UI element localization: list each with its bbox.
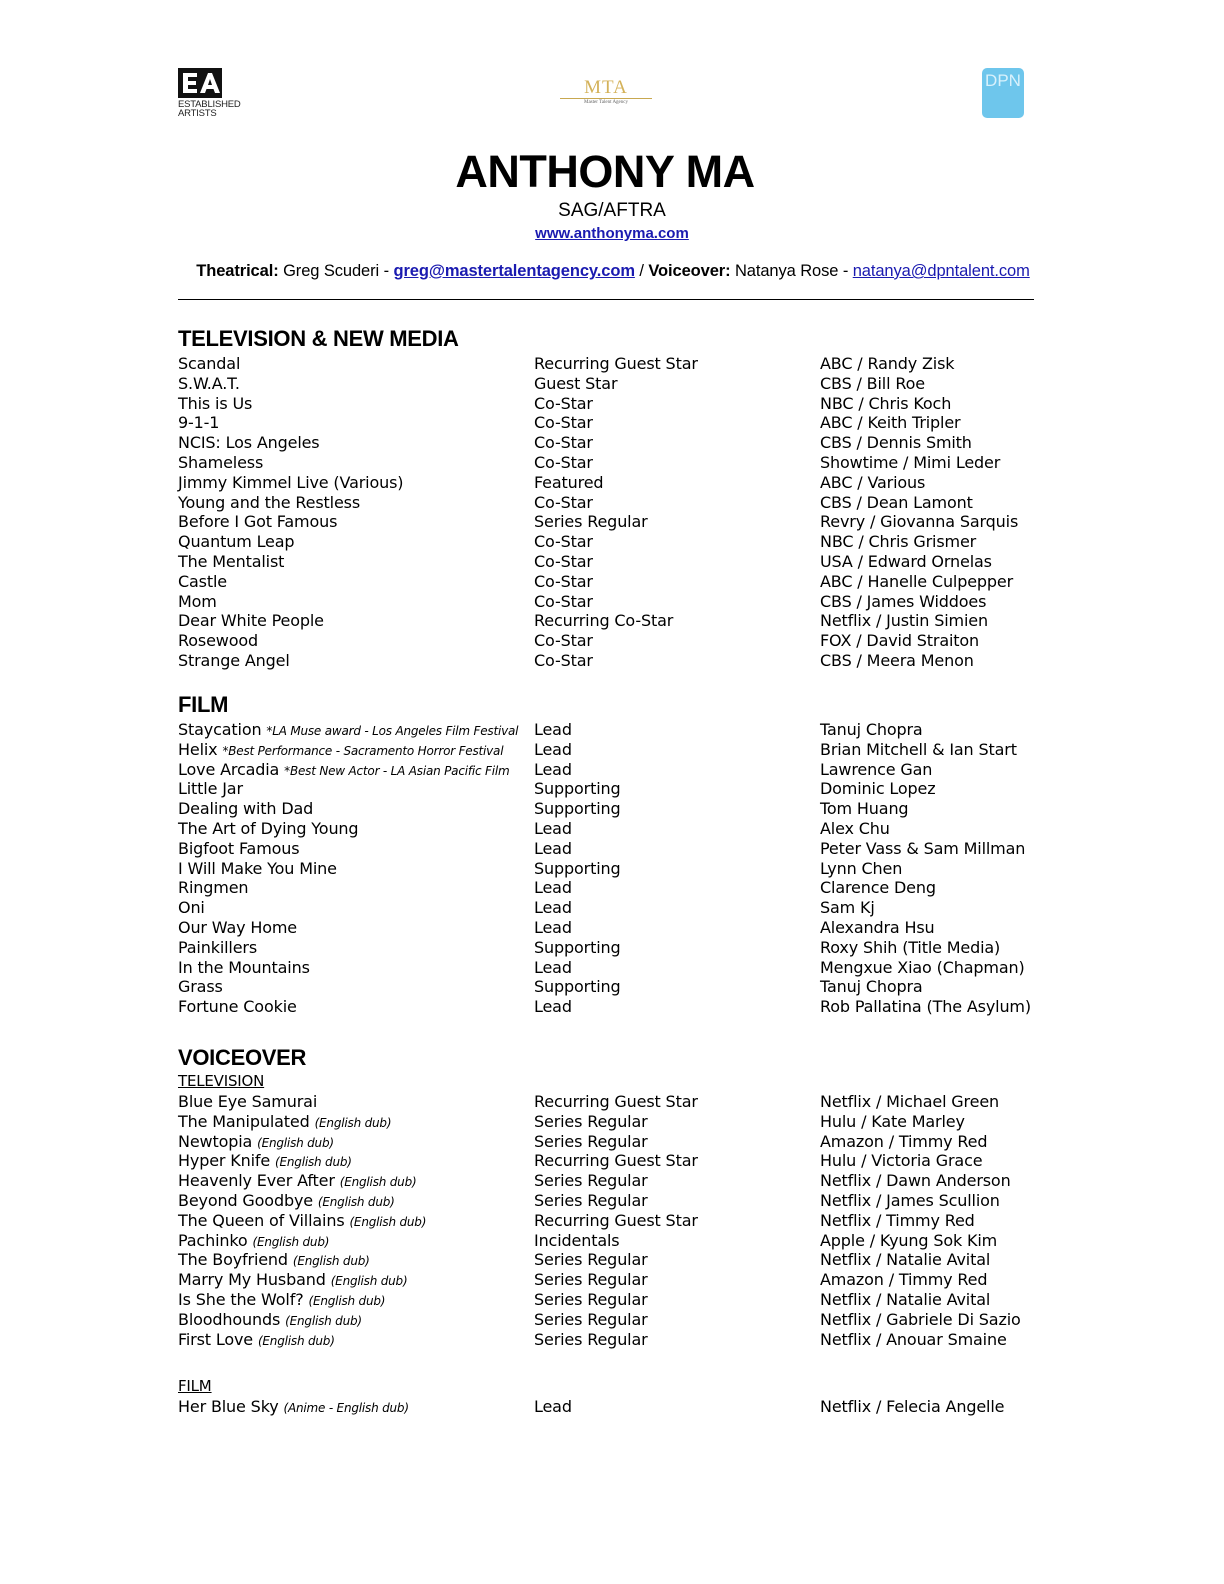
credit-row <box>178 413 1048 433</box>
credit-role: Supporting <box>534 799 621 819</box>
credit-role: Lead <box>534 1397 572 1416</box>
credit-title-text: Pachinko <box>178 1230 248 1250</box>
credit-note: (Anime - English dub) <box>283 1401 409 1415</box>
credit-network-director: Hulu / Victoria Grace <box>820 1151 983 1171</box>
credit-role: Supporting <box>534 779 621 799</box>
credit-title <box>178 374 240 394</box>
credit-role: Lead <box>534 720 572 739</box>
credit-title <box>178 799 313 819</box>
credit-role: Supporting <box>534 937 621 957</box>
credit-network-director: Mengxue Xiao (Chapman) <box>820 957 1025 977</box>
credit-role: Recurring Co-Star <box>534 611 674 631</box>
credit-row <box>178 552 1048 572</box>
credit-row <box>178 1270 1048 1290</box>
credit-title <box>178 354 240 374</box>
credit-title-text: Little Jar <box>178 779 243 799</box>
credit-role: Lead <box>534 917 572 937</box>
credit-title <box>178 631 258 651</box>
credit-title-text: The Boyfriend <box>178 1250 288 1270</box>
credit-title <box>178 740 503 761</box>
credit-row <box>178 512 1048 532</box>
credit-row <box>178 532 1048 552</box>
credit-note: (English dub) <box>292 1254 370 1269</box>
credit-network-director: Clarence Deng <box>820 878 936 898</box>
credit-role: Series Regular <box>534 1171 648 1191</box>
credit-title <box>178 592 217 612</box>
television-credits <box>178 354 1048 671</box>
credit-row <box>178 799 1048 819</box>
credit-title-text: Beyond Goodbye <box>178 1190 313 1210</box>
credit-title <box>178 1310 362 1331</box>
credit-title-text: Dear White People <box>178 611 324 631</box>
dpn-talent-logo <box>982 68 1024 118</box>
credit-title <box>178 1171 416 1192</box>
credit-network-director: Netflix / Natalie Avital <box>820 1250 991 1270</box>
theatrical-label: Theatrical: <box>196 262 279 280</box>
website-link[interactable]: www.anthonyma.com <box>535 225 689 242</box>
credit-title-text: Dealing with Dad <box>178 799 314 819</box>
credit-title-text: The Mentalist <box>178 551 285 571</box>
credit-row <box>178 1310 1048 1330</box>
credit-network-director: CBS / Bill Roe <box>820 373 925 393</box>
credit-title <box>178 1290 385 1311</box>
credit-role: Co-Star <box>534 433 593 453</box>
credit-title-text: Blue Eye Samurai <box>178 1092 318 1111</box>
credit-role: Lead <box>534 957 572 977</box>
voiceover-label: Voiceover: <box>648 262 731 280</box>
credit-role: Co-Star <box>534 532 593 552</box>
credit-role: Co-Star <box>534 650 593 670</box>
credit-title <box>178 958 310 978</box>
mta-tagline: Master Talent Agency <box>584 100 628 105</box>
credit-title <box>178 532 294 552</box>
voiceover-agent: Natanya Rose <box>734 262 839 280</box>
actor-name: ANTHONY MA <box>455 146 755 197</box>
credit-row <box>178 651 1048 671</box>
credit-note: (English dub) <box>257 1135 334 1150</box>
credit-row <box>178 997 1048 1017</box>
credit-row <box>178 958 1048 978</box>
credit-row <box>178 1250 1048 1270</box>
credit-title-text: Love Arcadia <box>178 759 280 779</box>
credit-title-text: Painkillers <box>178 937 258 957</box>
credit-title <box>178 1231 329 1252</box>
credit-title-text: Before I Got Famous <box>178 512 338 532</box>
credit-title-text: Staycation <box>178 720 262 739</box>
credit-network-director: Showtime / Mimi Leder <box>820 452 1001 472</box>
credit-network-director: Netflix / James Scullion <box>820 1190 1000 1210</box>
credit-title-text: Quantum Leap <box>178 532 295 552</box>
credit-role: Series Regular <box>534 1190 648 1210</box>
credit-title-text: I Will Make You Mine <box>178 858 337 878</box>
credit-title <box>178 552 284 572</box>
credit-role: Lead <box>534 878 572 898</box>
credit-title-text: Fortune Cookie <box>178 997 297 1017</box>
credit-title-text: Young and the Restless <box>178 492 361 512</box>
credit-row <box>178 473 1048 493</box>
credit-note: (English dub) <box>257 1333 335 1348</box>
credit-title-text: Shameless <box>178 452 264 472</box>
credit-title-text: Hyper Knife <box>178 1151 271 1171</box>
credit-network-director: ABC / Hanelle Culpepper <box>820 571 1014 591</box>
theatrical-email-link[interactable]: greg@mastertalentagency.com <box>393 262 635 280</box>
credit-title <box>178 779 243 799</box>
credit-role: Series Regular <box>534 1250 648 1270</box>
credit-row <box>178 1211 1048 1231</box>
credit-network-director: Netflix / Timmy Red <box>820 1210 975 1230</box>
credit-title <box>178 997 297 1017</box>
credit-title-text: Scandal <box>178 354 241 373</box>
credit-row <box>178 918 1048 938</box>
credit-title <box>178 1132 334 1153</box>
credit-title <box>178 878 248 898</box>
credit-title-text: Jimmy Kimmel Live (Various) <box>178 472 404 492</box>
dpn-mark: DPN <box>985 71 1021 90</box>
credit-role: Lead <box>534 997 572 1017</box>
credit-role: Lead <box>534 818 572 838</box>
credit-row <box>178 394 1048 414</box>
credit-note: (English dub) <box>349 1214 427 1229</box>
credit-role: Co-Star <box>534 571 593 591</box>
credit-row <box>178 740 1048 760</box>
credit-title <box>178 611 324 631</box>
credit-network-director: Roxy Shih (Title Media) <box>820 937 1001 957</box>
credit-title <box>178 512 337 532</box>
credit-network-director: Tanuj Chopra <box>820 977 923 997</box>
credit-row <box>178 1330 1048 1350</box>
credit-network-director: Peter Vass & Sam Millman <box>820 838 1026 858</box>
credit-row <box>178 453 1048 473</box>
credit-title <box>178 898 205 918</box>
credit-role: Supporting <box>534 977 621 997</box>
credit-title-text: Mom <box>178 591 217 611</box>
credit-network-director: Lynn Chen <box>820 858 903 878</box>
credit-network-director: USA / Edward Ornelas <box>820 551 992 571</box>
credit-network-director: Amazon / Timmy Red <box>820 1131 988 1151</box>
credit-title-text: Ringmen <box>178 878 249 898</box>
credit-network-director: Netflix / Natalie Avital <box>820 1289 991 1309</box>
credit-network-director: Netflix / Felecia Angelle <box>820 1397 1005 1416</box>
credit-role: Lead <box>534 898 572 918</box>
voiceover-television-credits <box>178 1092 1048 1349</box>
credit-network-director: Tanuj Chopra <box>820 720 923 739</box>
agent-contact-line: Theatrical: Greg Scuderi - greg@mastertalentagency.com / Voiceover: Natanya Rose - natanya@dpntalent.com <box>196 262 1030 280</box>
credit-role: Series Regular <box>534 512 648 532</box>
credit-note: (English dub) <box>308 1293 386 1308</box>
credit-network-director: Revry / Giovanna Sarquis <box>820 512 1019 532</box>
credit-title-text: Oni <box>178 898 205 918</box>
credit-title <box>178 413 219 433</box>
credit-role: Recurring Guest Star <box>534 1151 698 1171</box>
credit-network-director: Netflix / Anouar Smaine <box>820 1329 1007 1349</box>
established-artists-logo <box>178 68 248 120</box>
theatrical-agent: Greg Scuderi <box>283 262 380 280</box>
credit-role: Supporting <box>534 858 621 878</box>
credit-row <box>178 977 1048 997</box>
credit-title <box>178 1191 395 1212</box>
credit-row <box>178 1231 1048 1251</box>
credit-role: Series Regular <box>534 1329 648 1349</box>
credit-network-director: CBS / Dean Lamont <box>820 492 973 512</box>
credit-row <box>178 1092 1048 1112</box>
credit-row <box>178 572 1048 592</box>
section-title-television: TELEVISION & NEW MEDIA <box>178 326 459 351</box>
credit-title <box>178 760 510 781</box>
credit-note: (English dub) <box>275 1155 352 1170</box>
credit-title <box>178 1270 407 1291</box>
credit-title <box>178 918 297 938</box>
credit-role: Lead <box>534 838 572 858</box>
credit-title-text: Rosewood <box>178 631 258 651</box>
credit-row <box>178 819 1048 839</box>
credit-title <box>178 859 337 879</box>
credit-network-director: Lawrence Gan <box>820 759 933 779</box>
credit-row <box>178 592 1048 612</box>
credit-title-text: This is Us <box>178 393 253 413</box>
credit-role: Featured <box>534 472 604 492</box>
credit-network-director: Alex Chu <box>820 818 890 838</box>
mta-mark: MTA <box>584 77 628 98</box>
credit-role: Series Regular <box>534 1270 648 1290</box>
credit-note: *Best New Actor - LA Asian Pacific Film <box>284 763 510 778</box>
credit-row <box>178 374 1048 394</box>
credit-role: Co-Star <box>534 551 593 571</box>
credit-role: Series Regular <box>534 1289 648 1309</box>
ea-logo-text: ESTABLISHED ARTISTS <box>178 99 241 119</box>
credit-note: (English dub) <box>285 1313 362 1328</box>
credit-title-text: Bloodhounds <box>178 1309 281 1329</box>
credit-title-text: Our Way Home <box>178 917 298 937</box>
credit-network-director: Amazon / Timmy Red <box>820 1270 988 1290</box>
credit-row <box>178 878 1048 898</box>
credit-network-director: Apple / Kyung Sok Kim <box>820 1230 998 1250</box>
credit-role: Recurring Guest Star <box>534 1210 698 1230</box>
credit-title <box>178 1250 370 1271</box>
credit-row <box>178 631 1048 651</box>
credit-row <box>178 1171 1048 1191</box>
credit-role: Incidentals <box>534 1230 620 1250</box>
credit-role: Co-Star <box>534 452 593 472</box>
credit-network-director: Netflix / Dawn Anderson <box>820 1171 1011 1191</box>
credit-role: Co-Star <box>534 393 593 413</box>
section-title-film: FILM <box>178 692 229 717</box>
credit-role: Co-Star <box>534 492 593 512</box>
credit-network-director: NBC / Chris Grismer <box>820 532 977 552</box>
credit-network-director: Dominic Lopez <box>820 779 936 799</box>
voiceover-television-label: TELEVISION <box>178 1072 265 1090</box>
credit-network-director: ABC / Keith Tripler <box>820 413 961 433</box>
master-talent-agency-logo <box>556 78 656 112</box>
ea-mark-icon <box>178 68 222 98</box>
credit-title <box>178 572 227 592</box>
credit-row <box>178 611 1048 631</box>
credit-title <box>178 1151 352 1172</box>
voiceover-email-link[interactable]: natanya@dpntalent.com <box>852 262 1030 280</box>
voiceover-film-credits <box>178 1397 1048 1417</box>
credit-network-director: ABC / Various <box>820 472 926 492</box>
credit-network-director: Netflix / Michael Green <box>820 1092 1000 1111</box>
credit-title <box>178 453 263 473</box>
credit-row <box>178 1112 1048 1132</box>
credit-role: Series Regular <box>534 1309 648 1329</box>
credit-role: Co-Star <box>534 413 593 433</box>
credit-role: Series Regular <box>534 1131 648 1151</box>
credit-role: Co-Star <box>534 631 593 651</box>
credit-title-text: Strange Angel <box>178 650 290 670</box>
credit-row <box>178 354 1048 374</box>
credit-title-text: NCIS: Los Angeles <box>178 433 320 453</box>
credit-row <box>178 720 1048 740</box>
credit-title-text: Her Blue Sky <box>178 1397 279 1416</box>
credit-title-text: Newtopia <box>178 1131 253 1151</box>
credit-row <box>178 1191 1048 1211</box>
credit-row <box>178 839 1048 859</box>
header-divider <box>178 299 1034 300</box>
credit-note: *Best Performance - Sacramento Horror Festival <box>222 743 504 758</box>
credit-title-text: S.W.A.T. <box>178 373 240 393</box>
credit-network-director: Alexandra Hsu <box>820 917 935 937</box>
credit-title-text: Grass <box>178 977 223 997</box>
credit-network-director: Rob Pallatina (The Asylum) <box>820 997 1031 1017</box>
credit-row <box>178 779 1048 799</box>
credit-role: Lead <box>534 759 572 779</box>
credit-title <box>178 493 360 513</box>
credit-row <box>178 493 1048 513</box>
credit-title-text: The Queen of Villains <box>178 1210 345 1230</box>
credit-role: Series Regular <box>534 1111 648 1131</box>
credit-title <box>178 720 518 741</box>
credit-note: (English dub) <box>314 1115 392 1130</box>
credit-row <box>178 859 1048 879</box>
credit-title <box>178 433 320 453</box>
credit-title-text: Bigfoot Famous <box>178 838 300 858</box>
credit-title-text: 9-1-1 <box>178 413 220 433</box>
credit-network-director: NBC / Chris Koch <box>820 393 952 413</box>
credit-network-director: Sam Kj <box>820 898 875 918</box>
credit-title <box>178 1397 409 1418</box>
credit-title <box>178 473 403 493</box>
credit-network-director: CBS / Meera Menon <box>820 650 974 670</box>
credit-title-text: First Love <box>178 1329 253 1349</box>
credit-role: Recurring Guest Star <box>534 1092 698 1111</box>
credit-title-text: The Manipulated <box>178 1111 310 1131</box>
credit-role: Recurring Guest Star <box>534 354 698 373</box>
credit-network-director: Netflix / Justin Simien <box>820 611 988 631</box>
credit-title-text: Is She the Wolf? <box>178 1289 304 1309</box>
credit-row <box>178 1132 1048 1152</box>
credit-row <box>178 760 1048 780</box>
credit-title-text: Heavenly Ever After <box>178 1171 335 1191</box>
credit-network-director: CBS / Dennis Smith <box>820 433 972 453</box>
credit-role: Guest Star <box>534 373 618 393</box>
credit-title <box>178 1211 426 1232</box>
credit-role: Lead <box>534 739 572 759</box>
credit-title-text: Castle <box>178 571 227 591</box>
credit-row <box>178 1151 1048 1171</box>
credit-title-text: In the Mountains <box>178 957 310 977</box>
credit-title <box>178 977 223 997</box>
credit-network-director: Tom Huang <box>820 799 909 819</box>
credit-note: (English dub) <box>252 1234 330 1249</box>
website-link-wrap <box>0 225 1224 242</box>
credit-title <box>178 1330 335 1351</box>
credit-network-director: CBS / James Widdoes <box>820 591 987 611</box>
credit-network-director: Netflix / Gabriele Di Sazio <box>820 1309 1021 1329</box>
credit-title <box>178 394 252 414</box>
film-credits <box>178 720 1048 1017</box>
credit-title <box>178 651 290 671</box>
credit-role: Co-Star <box>534 591 593 611</box>
credit-title-text: Marry My Husband <box>178 1270 326 1290</box>
credit-row <box>178 938 1048 958</box>
voiceover-film-label: FILM <box>178 1377 212 1395</box>
credit-row <box>178 433 1048 453</box>
credit-note: (English dub) <box>330 1274 408 1289</box>
credit-network-director: Hulu / Kate Marley <box>820 1111 965 1131</box>
credit-network-director: ABC / Randy Zisk <box>820 354 955 373</box>
credit-row <box>178 1397 1048 1417</box>
credit-network-director: FOX / David Straiton <box>820 631 980 651</box>
section-title-voiceover: VOICEOVER <box>178 1045 307 1070</box>
credit-title <box>178 819 358 839</box>
credit-title-text: The Art of Dying Young <box>178 818 359 838</box>
union-affiliation: SAG/AFTRA <box>558 200 666 221</box>
credit-title <box>178 839 299 859</box>
credit-note: (English dub) <box>339 1175 417 1190</box>
credit-row <box>178 898 1048 918</box>
credit-network-director: Brian Mitchell & Ian Start <box>820 739 1017 759</box>
credit-title <box>178 1112 391 1133</box>
credit-title <box>178 1092 317 1112</box>
credit-row <box>178 1290 1048 1310</box>
credit-note: *LA Muse award - Los Angeles Film Festival <box>266 724 519 738</box>
credit-title-text: Helix <box>178 739 218 759</box>
credit-note: (English dub) <box>317 1194 395 1209</box>
credit-title <box>178 938 257 958</box>
